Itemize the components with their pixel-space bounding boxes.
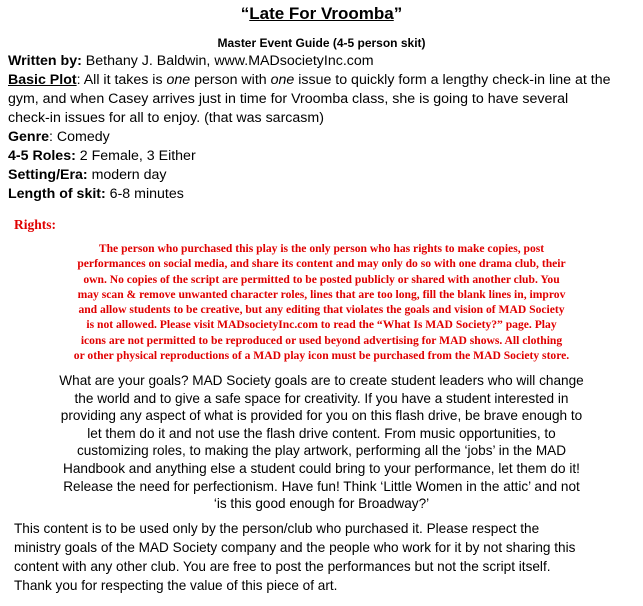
plot-text-1a: : All it takes is bbox=[76, 72, 167, 88]
plot-text-1b: person with bbox=[190, 72, 271, 88]
document-subtitle: Master Event Guide (4-5 person skit) bbox=[217, 36, 426, 50]
content-line: content with any other club. You are free to post the performances but not the script itself. bbox=[14, 559, 551, 574]
setting-value: modern day bbox=[87, 167, 167, 183]
rights-line: or other physical reproductions of a MAD play icon must be purchased from the MAD Society store. bbox=[73, 349, 570, 363]
goals-paragraph bbox=[8, 372, 635, 513]
rights-line: performances on social media, and share its content and may only do so with one drama club, their bbox=[77, 257, 566, 271]
length-label: Length of skit: bbox=[8, 186, 106, 202]
goals-line: ‘is this good enough for Broadway?’ bbox=[213, 496, 430, 512]
setting-line bbox=[8, 166, 638, 185]
roles-line bbox=[8, 147, 638, 166]
genre-line bbox=[8, 128, 638, 147]
goals-line: What are your goals? MAD Society goals are to create student leaders who will change bbox=[59, 373, 584, 388]
goals-line: Release the need for perfectionism. Have fun! Think ‘Little Women in the attic’ and not bbox=[63, 478, 580, 494]
length-value: 6-8 minutes bbox=[105, 186, 184, 202]
plot-emphasis-2: one bbox=[270, 72, 295, 88]
rights-line: The person who purchased this play is the only person who has rights to make copies, post bbox=[98, 242, 545, 255]
title-quote-close: ” bbox=[393, 4, 403, 23]
title-quote-open: “ bbox=[240, 4, 250, 23]
rights-line: may scan & remove unwanted character roles, lines that are too long, fill the blank lines in, improv bbox=[77, 287, 566, 301]
content-usage-paragraph bbox=[14, 519, 636, 595]
setting-label: Setting/Era: bbox=[8, 167, 88, 183]
title-text: Late For Vroomba bbox=[249, 4, 394, 23]
content-line: This content is to be used only by the person/club who purchased it. Please respect the bbox=[14, 521, 540, 536]
genre-label: Genre bbox=[8, 129, 50, 145]
basic-plot-line-1 bbox=[8, 71, 638, 90]
plot-emphasis-1: one bbox=[166, 72, 191, 88]
written-by-value: Bethany J. Baldwin, www.MADsocietyInc.com bbox=[81, 53, 374, 69]
rights-line: icons are not permitted to be reproduced or used beyond advertising for MAD shows. All clothing bbox=[80, 333, 563, 347]
basic-plot-line-2: gym, and when Casey arrives just in time for Vroomba class, she is going to have several bbox=[8, 91, 569, 107]
basic-plot-line-3: check-in issues for all to enjoy. (that was sarcasm) bbox=[8, 110, 324, 126]
written-by-line bbox=[8, 52, 638, 71]
content-line: Thank you for respecting the value of this piece of art. bbox=[14, 578, 338, 593]
plot-text-1c: issue to quickly form a lengthy check-in line at the bbox=[294, 72, 611, 88]
roles-label: 4-5 Roles: bbox=[8, 148, 76, 164]
rights-line: is not allowed. Please visit MADsocietyInc.com to read the “What Is MAD Society?” page. Play bbox=[86, 318, 557, 332]
goals-line: customizing roles, to making the play artwork, performing all the ‘jobs’ in the MAD bbox=[76, 443, 567, 459]
document-title bbox=[0, 4, 643, 24]
length-line bbox=[8, 185, 638, 204]
genre-value: : Comedy bbox=[49, 129, 110, 145]
roles-value: 2 Female, 3 Either bbox=[75, 148, 196, 164]
rights-paragraph bbox=[12, 241, 631, 363]
goals-line: providing any aspect of what is provided for you on this flash drive, be brave enough to bbox=[60, 408, 583, 424]
written-by-label: Written by: bbox=[8, 53, 82, 69]
goals-line: let them do it and not use the flash drive content. From music opportunities, to bbox=[87, 425, 556, 441]
rights-heading: Rights: bbox=[14, 217, 57, 232]
content-line: ministry goals of the MAD Society company and the people who work for it by not sharing this bbox=[14, 540, 576, 555]
rights-line: and allow students to be creative, but any editing that violates the goals and vision of MAD Society bbox=[78, 303, 565, 317]
basic-plot-label: Basic Plot bbox=[8, 72, 77, 88]
goals-line: Handbook and anything else a student could bring to your performance, let them do it! bbox=[63, 460, 580, 476]
goals-line: the world and to give a safe space for creativity. If you have a student interested in bbox=[74, 390, 569, 406]
skit-details bbox=[8, 52, 638, 204]
rights-line: own. No copies of the script are permitted to be posted publicly or shared with another club. You bbox=[83, 272, 560, 286]
